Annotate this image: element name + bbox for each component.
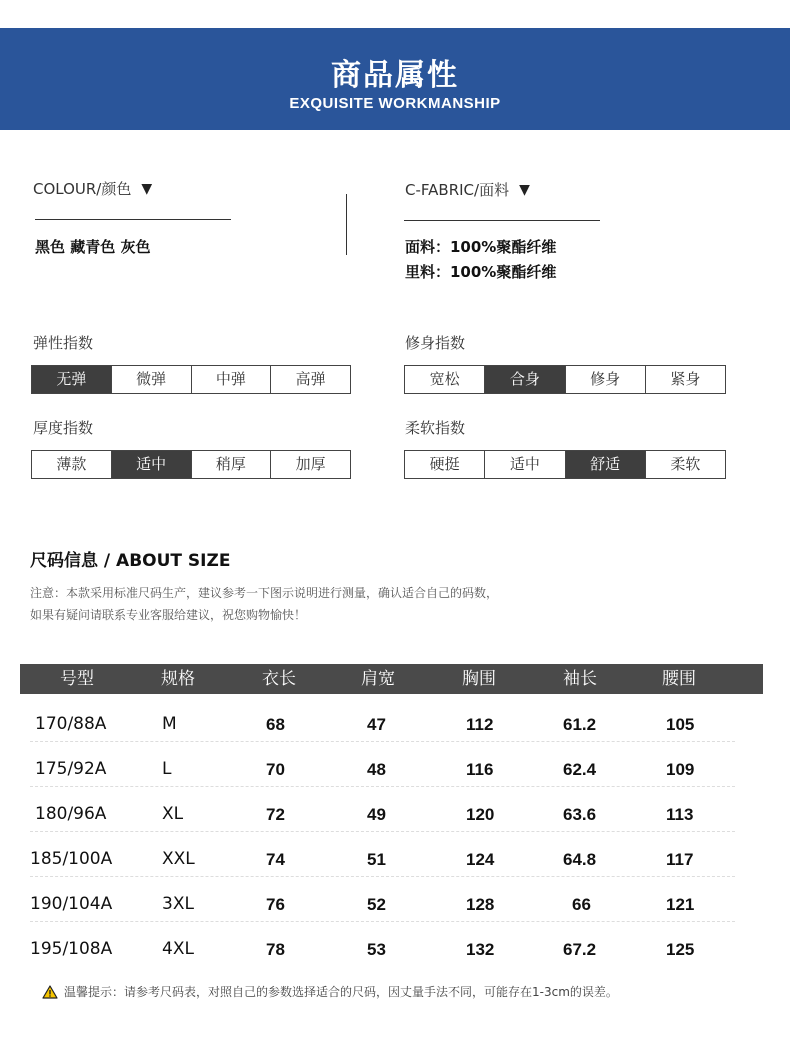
table-cell: 48 [367,760,386,779]
table-cell: 49 [367,805,386,824]
row-divider [30,741,735,742]
table-cell: 124 [466,850,495,869]
table-cell: 62.4 [563,760,597,779]
column-header: 腰围 [662,669,696,689]
table-cell: 52 [367,895,386,914]
fit-title: 修身指数 [405,334,466,352]
table-cell: 72 [266,805,285,824]
header-banner [0,28,790,130]
size-table-header [20,664,763,694]
warning-text: 温馨提示：请参考尺码表，对照自己的参数选择适合的尺码，因丈量手法不同，可能存在1-3cm的误差。 [64,985,618,999]
warning-icon [42,985,58,999]
table-cell: 4XL [162,939,194,959]
thickness-selector [31,450,351,479]
column-header: 号型 [60,669,94,689]
elasticity-selector [31,365,351,394]
dropdown-arrow-icon: ▼ [519,181,530,198]
table-cell: 109 [666,760,695,779]
table-cell: 190/104A [30,894,113,914]
table-cell: 61.2 [563,715,597,734]
elasticity-title: 弹性指数 [33,334,94,352]
table-cell: 180/96A [35,804,107,824]
table-cell: 170/88A [35,714,107,734]
table-cell: 70 [266,760,285,779]
table-cell: 3XL [162,894,194,914]
table-cell: M [162,714,177,734]
fit-option[interactable]: 合身 [484,366,564,393]
fabric-heading [405,179,530,200]
fit-option[interactable]: 宽松 [429,370,460,388]
table-cell: 112 [466,715,494,734]
fabric-label: C-FABRIC/面料 [405,181,510,199]
softness-option[interactable]: 舒适 [565,451,645,478]
elasticity-option[interactable]: 高弹 [270,366,350,393]
dropdown-arrow-icon: ▼ [141,180,153,197]
size-warning [42,983,618,1000]
thickness-option[interactable]: 稍厚 [191,451,271,478]
row-divider [30,921,735,922]
colour-values: 黑色 藏青色 灰色 [35,238,151,256]
table-cell: 117 [666,850,694,869]
fabric-line-outer: 面料：100%聚酯纤维 [405,238,557,256]
fit-option[interactable]: 修身 [565,366,645,393]
column-header: 胸围 [462,669,496,689]
table-cell: 195/108A [30,939,113,959]
table-cell: 132 [466,940,495,959]
fit-option[interactable]: 紧身 [645,366,725,393]
table-cell: 64.8 [563,850,597,869]
divider [35,219,231,220]
elasticity-option[interactable]: 微弹 [111,366,191,393]
row-divider [30,876,735,877]
fit-selector [404,365,726,394]
row-divider [30,786,735,787]
size-note-line: 如果有疑问请联系专业客服给建议，祝您购物愉快！ [30,608,307,622]
thickness-option[interactable]: 薄款 [56,455,87,473]
table-cell: 175/92A [35,759,107,779]
thickness-option[interactable]: 加厚 [270,451,350,478]
colour-label: COLOUR/颜色 [33,180,132,198]
table-cell: L [162,759,172,779]
table-cell: 185/100A [30,849,113,869]
table-row [20,927,763,972]
softness-option[interactable]: 适中 [484,451,564,478]
softness-option[interactable]: 硬挺 [429,455,460,473]
table-cell: 67.2 [563,940,597,959]
table-cell: XL [162,804,184,824]
table-cell: 47 [367,715,386,734]
size-section-title: 尺码信息 / ABOUT SIZE [30,551,231,571]
table-cell: 51 [367,850,386,869]
colour-heading [33,178,152,199]
table-cell: 125 [666,940,695,959]
column-header: 肩宽 [361,669,395,689]
banner-title: 商品属性 [331,58,459,93]
banner-subtitle: EXQUISITE WORKMANSHIP [289,95,501,112]
thickness-title: 厚度指数 [33,419,94,437]
table-cell: XXL [162,849,195,869]
size-note-line: 注意：本款采用标准尺码生产，建议参考一下图示说明进行测量，确认适合自己的码数， [30,586,499,600]
elasticity-option[interactable]: 中弹 [191,366,271,393]
table-cell: 66 [572,895,591,914]
table-cell: 121 [666,895,695,914]
column-header: 规格 [161,669,195,689]
row-divider [30,831,735,832]
column-header: 袖长 [563,669,597,689]
table-cell: 105 [666,715,695,734]
softness-option[interactable]: 柔软 [645,451,725,478]
table-cell: 128 [466,895,495,914]
table-cell: 68 [266,715,285,734]
table-cell: 53 [367,940,386,959]
table-cell: 74 [266,850,285,869]
table-cell: 113 [666,805,694,824]
column-header: 衣长 [262,669,296,689]
elasticity-option[interactable]: 无弹 [32,366,111,393]
thickness-option[interactable]: 适中 [111,451,191,478]
table-cell: 120 [466,805,495,824]
table-cell: 116 [466,760,494,779]
vertical-divider [346,194,347,255]
fabric-line-lining: 里料：100%聚酯纤维 [405,263,557,281]
softness-title: 柔软指数 [405,419,466,437]
table-cell: 63.6 [563,805,597,824]
divider [404,220,600,221]
softness-selector [404,450,726,479]
table-cell: 78 [266,940,285,959]
table-cell: 76 [266,895,285,914]
